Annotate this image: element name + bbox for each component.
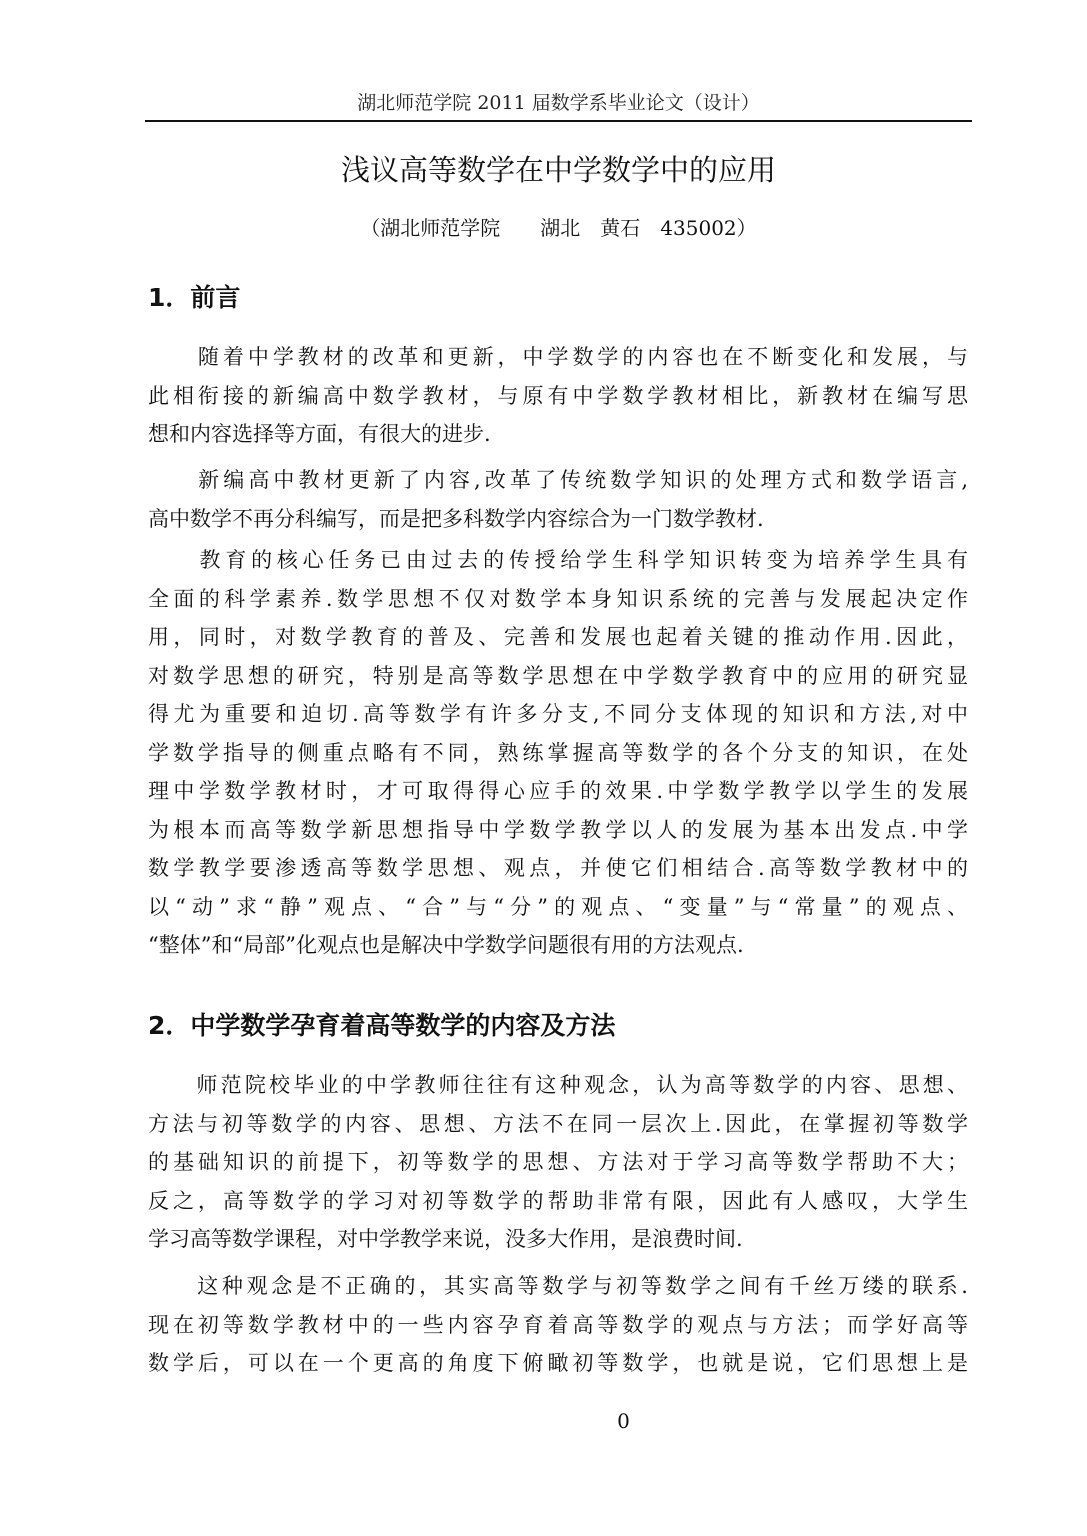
text-line: 现在初等数学教材中的一些内容孕育着高等数学的观点与方法；而学好高等: [148, 1312, 968, 1337]
section-heading-2: 2．中学数学孕育着高等数学的内容及方法: [148, 1011, 616, 1040]
paragraph: [148, 461, 968, 538]
text-line: 学习高等数学课程，对中学教学来说，没多大作用，是浪费时间.: [148, 1227, 743, 1251]
paragraph: [148, 541, 968, 965]
text-line: 数学教学要渗透高等数学思想、观点，并使它们相结合.高等数学教材中的: [148, 856, 968, 880]
text-line: 想和内容选择等方面，有很大的进步.: [148, 422, 491, 446]
text-line: 这种观念是不正确的，其实高等数学与初等数学之间有千丝万缕的联系.: [148, 1274, 968, 1298]
paragraph: [148, 338, 968, 454]
page-header: 湖北师范学院 2011 届数学系毕业论文（设计）: [357, 92, 760, 114]
text-line: 学数学指导的侧重点略有不同，熟练掌握高等数学的各个分支的知识，在处: [148, 740, 968, 765]
text-line: 的基础知识的前提下，初等数学的思想、方法对于学习高等数学帮助不大；: [148, 1150, 968, 1174]
text-line: 全面的科学素养.数学思想不仅对数学本身知识系统的完善与发展起决定作: [148, 586, 968, 611]
text-line: 高中数学不再分科编写，而是把多科数学内容综合为一门数学教材.: [148, 506, 764, 531]
affiliation: （湖北师范学院 湖北 黄石 435002）: [360, 216, 757, 240]
text-line: 数学后，可以在一个更高的角度下俯瞰初等数学，也就是说，它们思想上是: [148, 1351, 968, 1375]
header-rule: [145, 120, 972, 122]
text-line: 用，同时，对数学教育的普及、完善和发展也起着关键的推动作用.因此，: [148, 625, 968, 649]
text-line: 教育的核心任务已由过去的传授给学生科学知识转变为培养学生具有: [148, 548, 968, 572]
text-line: 此相衔接的新编高中数学教材，与原有中学数学教材相比，新教材在编写思: [148, 383, 968, 408]
paragraph: [148, 1066, 968, 1259]
page-number: 0: [617, 1409, 630, 1433]
text-line: 以“动”求“静”观点、“合”与“分”的观点、“变量”与“常量”的观点、: [148, 894, 968, 919]
section-heading-1: 1．前言: [148, 283, 241, 312]
text-line: 反之，高等数学的学习对初等数学的帮助非常有限，因此有人感叹，大学生: [148, 1188, 968, 1213]
text-line: 方法与初等数学的内容、思想、方法不在同一层次上.因此，在掌握初等数学: [148, 1111, 968, 1136]
text-line: 理中学数学教材时，才可取得得心应手的效果.中学数学教学以学生的发展: [148, 779, 968, 803]
text-line: 得尤为重要和迫切.高等数学有许多分支,不同分支体现的知识和方法,对中: [148, 702, 968, 726]
text-line: 新编高中教材更新了内容,改革了传统数学知识的处理方式和数学语言,: [148, 468, 968, 492]
text-line: 对数学思想的研究，特别是高等数学思想在中学数学教育中的应用的研究显: [148, 663, 968, 688]
text-line: “整体”和“局部”化观点也是解决中学数学问题很有用的方法观点.: [148, 933, 744, 957]
paper-title: 浅议高等数学在中学数学中的应用: [340, 153, 776, 187]
paragraph: [148, 1267, 968, 1383]
text-line: 随着中学教材的改革和更新，中学数学的内容也在不断变化和发展，与: [148, 345, 968, 369]
text-line: 为根本而高等数学新思想指导中学数学教学以人的发展为基本出发点.中学: [148, 817, 968, 842]
text-line: 师范院校毕业的中学教师往往有这种观念，认为高等数学的内容、思想、: [148, 1073, 968, 1097]
